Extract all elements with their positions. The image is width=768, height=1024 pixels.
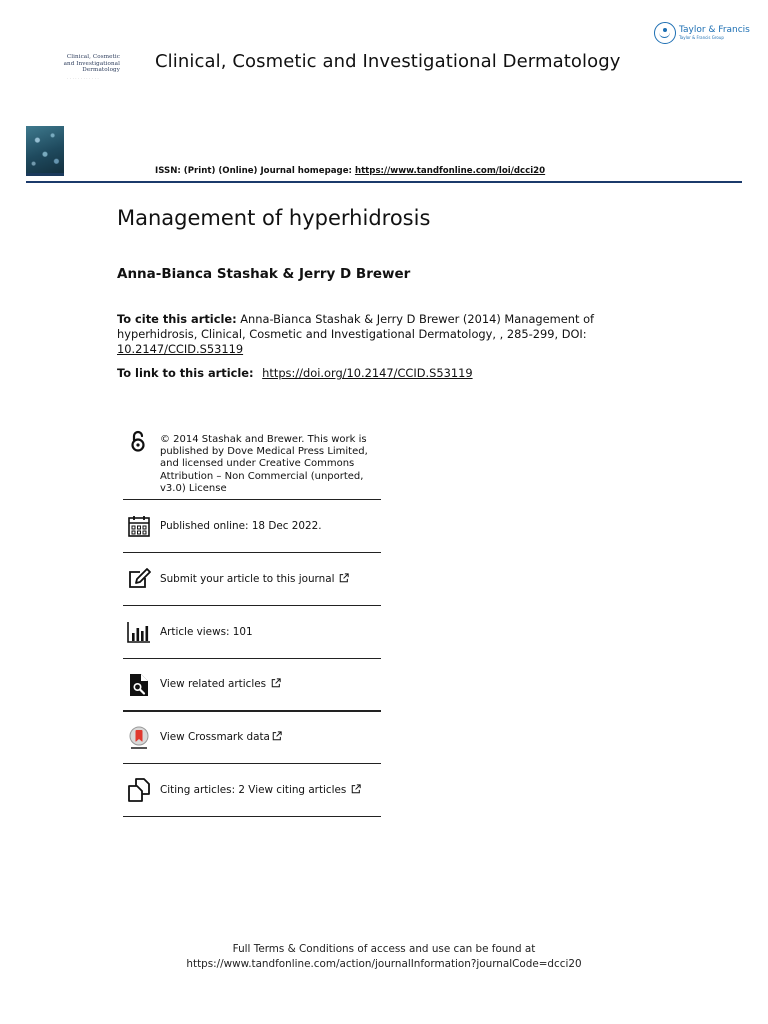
journal-homepage-link[interactable]: https://www.tandfonline.com/loi/dcci20 (354, 166, 546, 176)
citation (117, 312, 637, 357)
crossmark-row[interactable] (123, 712, 381, 764)
article-views-text: Article views: 101 (160, 625, 253, 638)
article-authors: Anna-Bianca Stashak & Jerry D Brewer (117, 266, 411, 282)
citing-articles-row[interactable] (123, 764, 381, 817)
document-search-icon (127, 673, 151, 697)
journal-logo-line: Clinical, Cosmetic (66, 54, 120, 60)
open-access-icon (127, 429, 151, 453)
cite-label: To cite this article: (117, 312, 237, 326)
issn-label: ISSN: (Print) (Online) Journal homepage: (155, 166, 355, 176)
license-text: © 2014 Stashak and Brewer. This work is published by Dove Medical Press Limited, and licensed under Creative Commons Attribution – Non Commercial (unported, v3.0) License (160, 434, 368, 494)
bar-chart-icon (127, 620, 151, 644)
terms-footer (0, 942, 768, 972)
citing-articles-link[interactable]: Citing articles: 2 View citing articles (160, 783, 347, 796)
published-row (123, 500, 381, 553)
crossmark-link[interactable]: View Crossmark data (160, 731, 270, 744)
article-title: Management of hyperhidrosis (117, 206, 431, 230)
submit-article-link[interactable]: Submit your article to this journal (160, 572, 335, 585)
link-label: To link to this article: (117, 366, 254, 380)
doi-link[interactable]: https://doi.org/10.2147/CCID.S53119 (262, 366, 473, 380)
edit-icon (127, 567, 151, 591)
journal-cover-image (26, 126, 64, 176)
published-text: Published online: 18 Dec 2022. (160, 519, 322, 532)
publisher-name: Taylor & Francis (679, 25, 750, 35)
journal-logo-line: and Investigational (63, 60, 120, 67)
related-articles-row[interactable] (123, 659, 381, 712)
article-info-list (123, 420, 381, 817)
taylor-francis-logo-icon (654, 22, 676, 44)
cite-text: Anna-Bianca Stashak & Jerry D Brewer (2014) Management of hyperhidrosis, Clinical, Cosmetic and Investigational Dermatology, , 285-299, DOI: (117, 312, 595, 341)
external-link-icon (351, 784, 361, 794)
external-link-icon (271, 678, 281, 688)
external-link-icon (272, 731, 282, 741)
article-views-row (123, 606, 381, 659)
article-link (117, 366, 473, 380)
publisher-group: Taylor & Francis Group (679, 35, 724, 40)
submit-article-row[interactable] (123, 553, 381, 606)
citing-documents-icon (127, 778, 151, 802)
publisher-logo[interactable] (654, 22, 750, 44)
issn-line (155, 166, 545, 176)
journal-title: Clinical, Cosmetic and Investigational Dermatology (155, 51, 621, 72)
terms-text: Full Terms & Conditions of access and use can be found at (232, 943, 536, 955)
journal-logo-line: Dermatology (82, 67, 120, 73)
license-row (123, 420, 381, 500)
journal-logo (46, 54, 120, 81)
cite-doi-link[interactable]: 10.2147/CCID.S53119 (117, 342, 244, 356)
calendar-icon (127, 514, 151, 538)
crossmark-icon (127, 726, 151, 750)
journal-logo-subline: · · · · · · · · · · · · (67, 76, 99, 81)
header-divider (26, 181, 742, 183)
terms-link[interactable]: https://www.tandfonline.com/action/journalInformation?journalCode=dcci20 (186, 958, 582, 970)
related-articles-link[interactable]: View related articles (160, 678, 267, 691)
external-link-icon (339, 573, 349, 583)
